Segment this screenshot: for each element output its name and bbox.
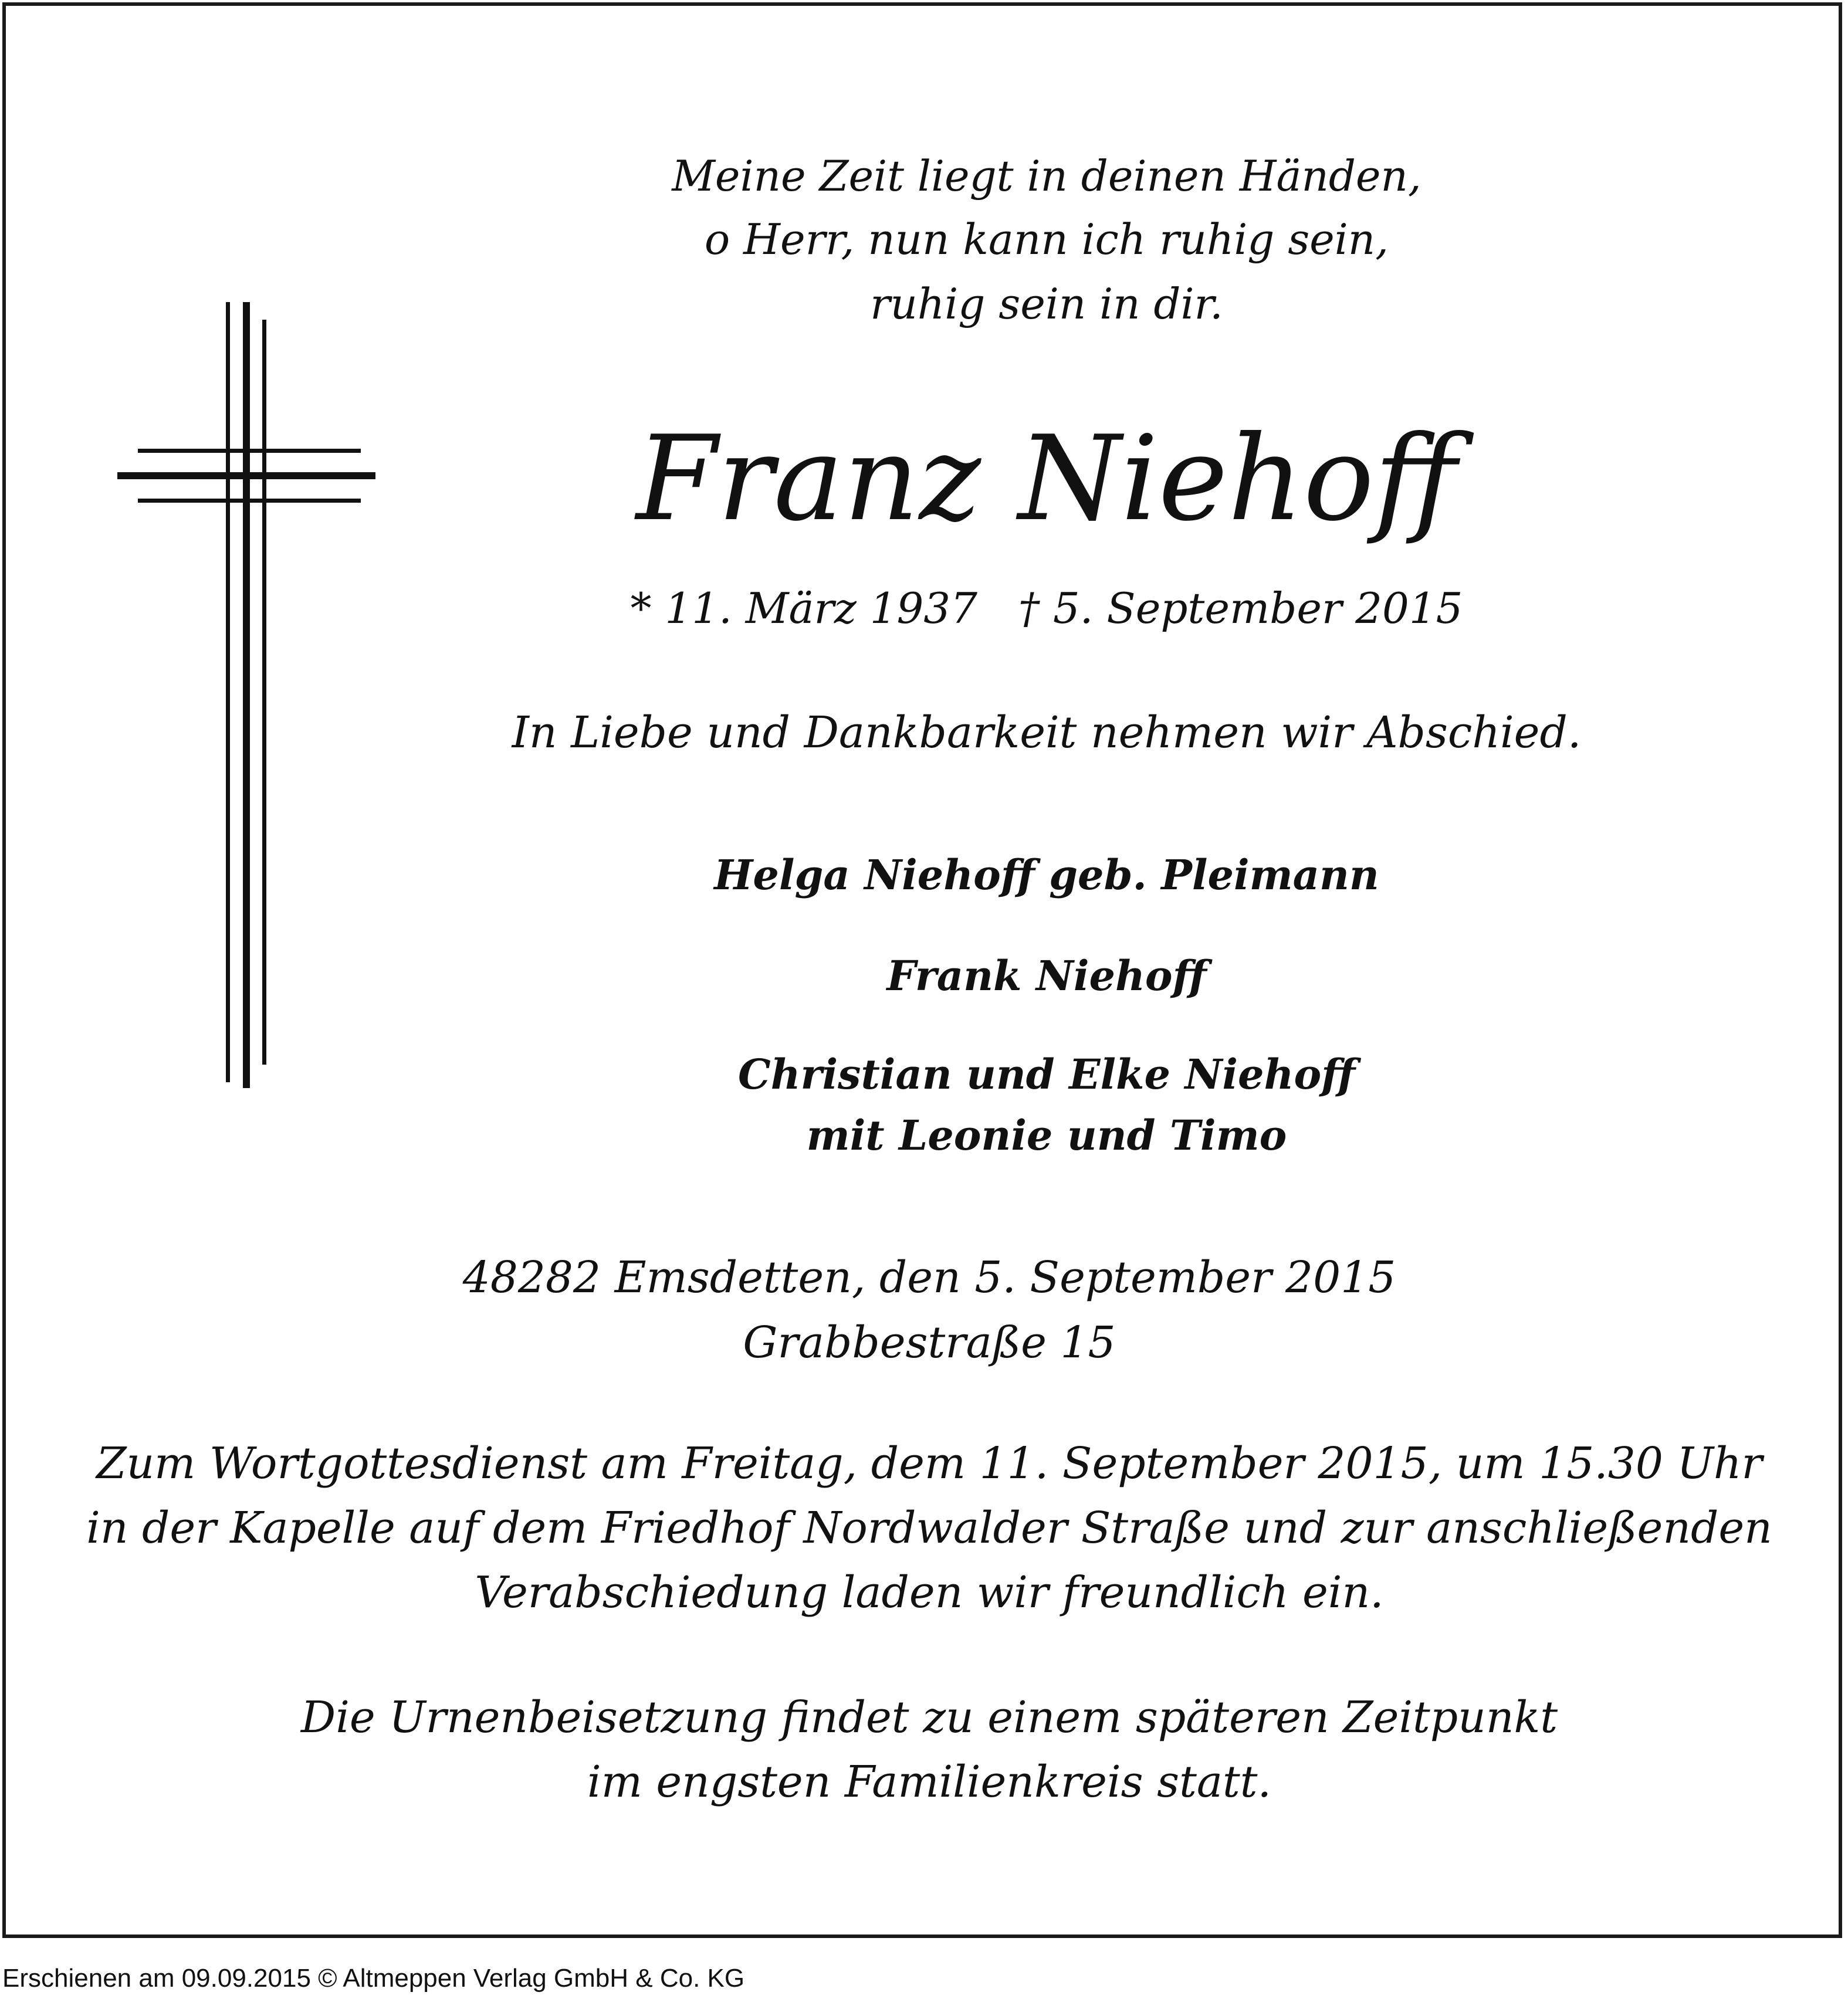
service-line-1: Zum Wortgottesdienst am Freitag, dem 11. September 2015, um 15.30 Uhr: [96, 1438, 1762, 1489]
verse-line-2: o Herr, nun kann ich ruhig sein,: [704, 215, 1389, 264]
publication-footer: Erschienen am 09.09.2015 © Altmeppen Verlag GmbH & Co. KG: [2, 1964, 745, 1993]
family-line-4: mit Leonie und Timo: [806, 1111, 1287, 1160]
family-line-1: Helga Niehoff geb. Pleimann: [714, 851, 1379, 899]
deceased-name: Franz Niehoff: [636, 411, 1457, 547]
service-line-2: in der Kapelle auf dem Friedhof Nordwalder Straße und zur anschließenden: [86, 1503, 1772, 1553]
family-line-2: Frank Niehoff: [886, 951, 1207, 1000]
farewell-text: In Liebe und Dankbarkeit nehmen wir Abschied.: [512, 707, 1582, 758]
life-dates: [631, 584, 1463, 633]
service-line-3: Verabschiedung laden wir freundlich ein.: [475, 1567, 1384, 1618]
burial-line-1: Die Urnenbeisetzung findet zu einem späteren Zeitpunkt: [300, 1692, 1558, 1743]
place-line-1: 48282 Emsdetten, den 5. September 2015: [462, 1252, 1396, 1303]
verse-line-3: ruhig sein in dir.: [870, 279, 1223, 328]
burial-line-2: im engsten Familienkreis statt.: [587, 1757, 1271, 1807]
death-date: † 5. September 2015: [1018, 584, 1463, 633]
place-line-2: Grabbestraße 15: [743, 1317, 1116, 1368]
birth-date: * 11. März 1937: [630, 584, 977, 633]
family-line-3: Christian und Elke Niehoff: [737, 1050, 1356, 1099]
verse-line-1: Meine Zeit liegt in deinen Händen,: [672, 151, 1421, 201]
obituary-frame: [2, 2, 1842, 1938]
